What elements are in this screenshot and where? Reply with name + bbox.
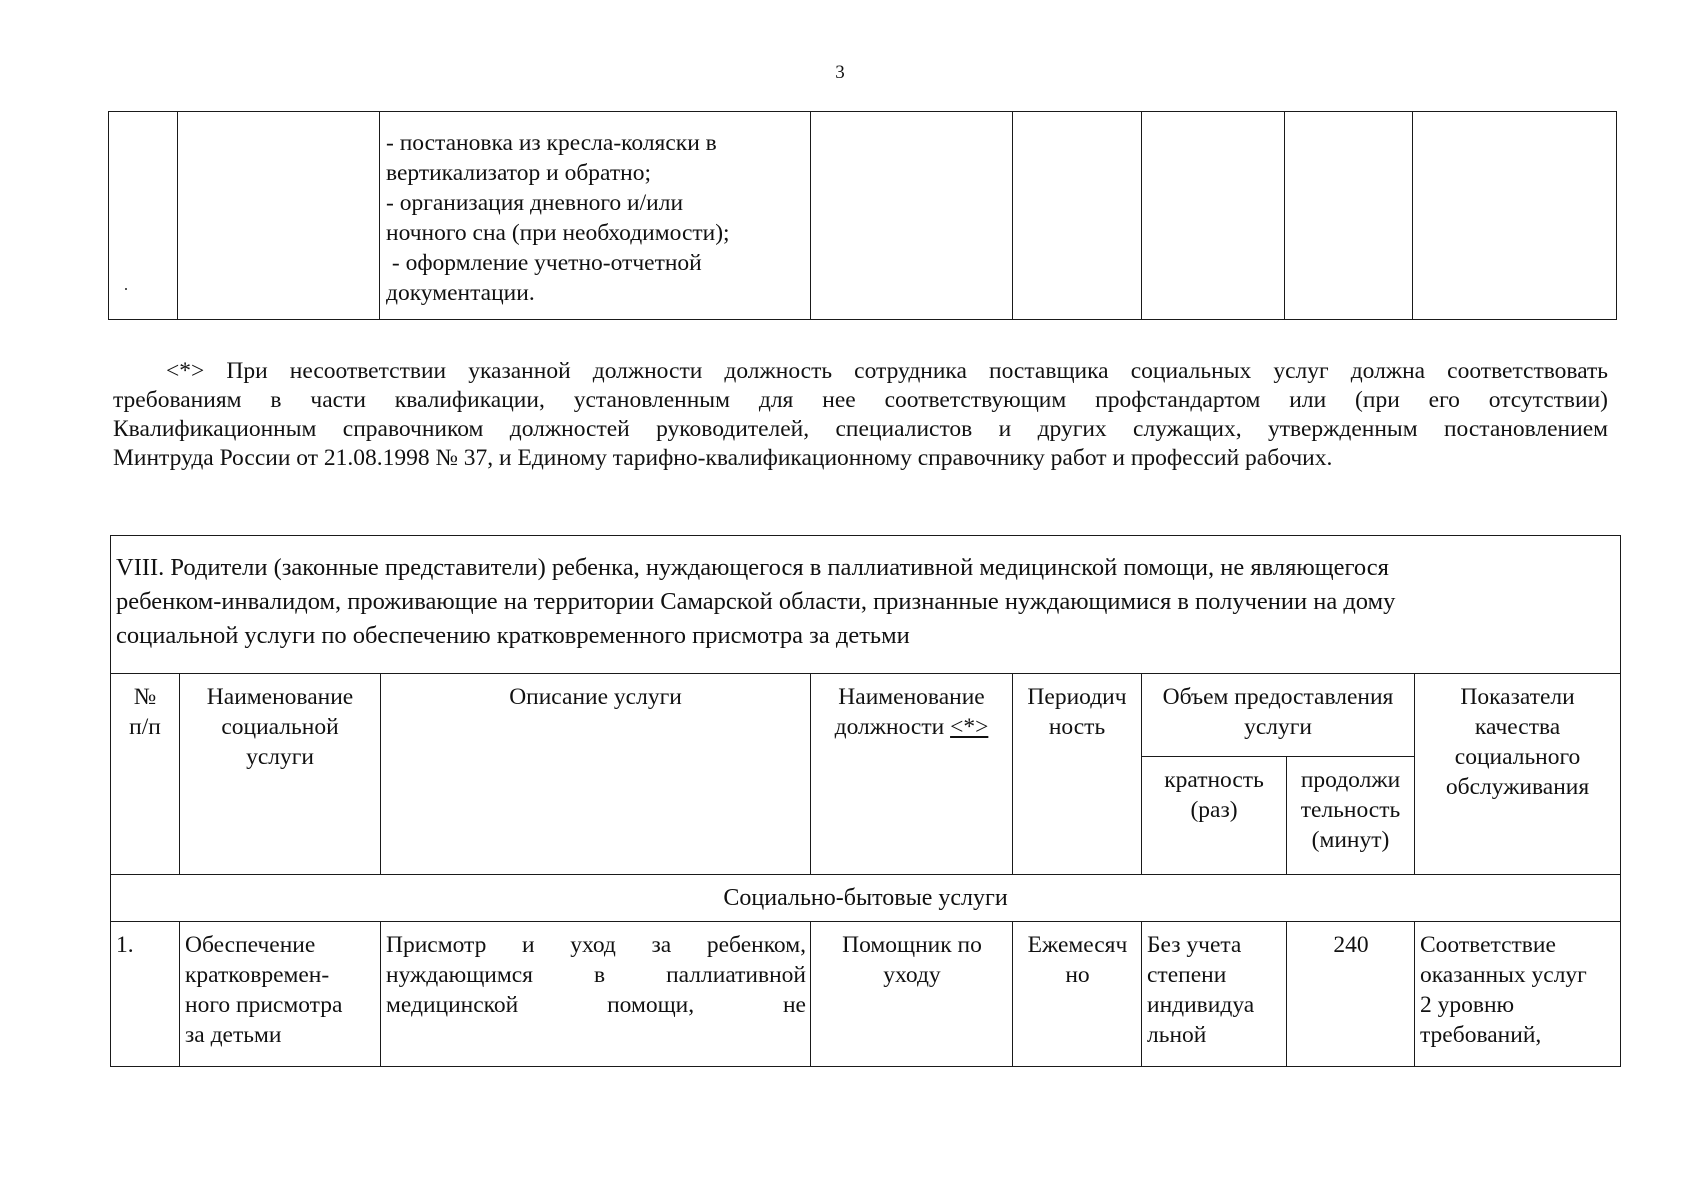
row-periodicity-line: но xyxy=(1065,962,1090,988)
header-position xyxy=(811,674,1013,875)
row-periodicity xyxy=(1013,922,1142,1067)
row-service-name xyxy=(180,922,381,1067)
cont-duration-cell xyxy=(1285,112,1413,320)
footnote-line: Минтруда России от 21.08.1998 № 37, и Единому тарифно-квалификационному справочнику работ и профессий рабочих. xyxy=(113,445,1333,471)
header-multiplicity-line: (раз) xyxy=(1190,797,1238,823)
header-multiplicity xyxy=(1142,757,1287,875)
header-volume-line: Объем предоставления xyxy=(1162,684,1394,710)
row-quality-line: 2 уровню xyxy=(1420,992,1515,1018)
row-description xyxy=(381,922,811,1067)
header-service-name xyxy=(180,674,381,875)
row-description-line: медицинской помощи, не xyxy=(386,992,806,1018)
row-service-name-line: Обеспечение xyxy=(185,932,316,958)
row-position-line: уходу xyxy=(883,962,941,988)
header-description xyxy=(381,674,811,875)
cont-num-cell xyxy=(109,112,178,320)
footnote xyxy=(113,357,1608,473)
header-duration-line: продолжи xyxy=(1300,767,1401,793)
row-duration: 240 xyxy=(1287,922,1415,1067)
header-periodicity-line: ность xyxy=(1048,714,1106,740)
row-quality-line: Соответствие xyxy=(1420,932,1556,958)
row-periodicity-line: Ежемесяч xyxy=(1027,932,1128,958)
header-volume xyxy=(1142,674,1415,757)
row-service-name-line: кратковремен- xyxy=(185,962,330,988)
footnote-line: <*> При несоответствии указанной должности должность сотрудника поставщика социальных услуг должна соответствовать xyxy=(166,358,1608,384)
footnote-link[interactable]: <*> xyxy=(950,714,989,740)
header-volume-line: услуги xyxy=(1244,714,1312,740)
row-service-name-line: за детьми xyxy=(185,1022,282,1048)
header-quality-line: социального xyxy=(1454,744,1581,770)
header-periodicity-line: Периодич xyxy=(1027,684,1127,710)
row-multiplicity xyxy=(1142,922,1287,1067)
header-duration xyxy=(1287,757,1415,875)
row-multiplicity-line: индивидуа xyxy=(1147,992,1255,1018)
section-heading-line: VIII. Родители (законные представители) ребенка, нуждающегося в паллиативной медицинской помощи, не являющегося xyxy=(116,554,1389,581)
row-quality xyxy=(1415,922,1621,1067)
continuation-table xyxy=(108,111,1617,320)
header-num xyxy=(111,674,180,875)
cont-position-cell xyxy=(811,112,1013,320)
footnote-line: Квалификационным справочником должностей руководителей, специалистов и других служащих, утвержденным постановлением xyxy=(113,416,1608,442)
description-line: - оформление учетно-отчетной xyxy=(386,250,702,276)
row-num: 1. xyxy=(111,922,180,1067)
description-line: - постановка из кресла-коляски в xyxy=(386,130,717,156)
row-description-line: нуждающимся в паллиативной xyxy=(386,962,806,988)
description-line: - организация дневного и/или xyxy=(386,190,684,216)
header-multiplicity-line: кратность xyxy=(1164,767,1264,793)
header-service-name-line: социальной xyxy=(221,714,339,740)
row-multiplicity-line: льной xyxy=(1147,1022,1207,1048)
header-quality-line: обслуживания xyxy=(1445,774,1590,800)
footnote-line: требованиям в части квалификации, установленным для нее соответствующим профстандартом или (при его отсутствии) xyxy=(113,387,1608,413)
cont-multiplicity-cell xyxy=(1142,112,1285,320)
header-num-line: п/п xyxy=(129,714,161,740)
header-quality xyxy=(1415,674,1621,875)
description-line: ночного сна (при необходимости); xyxy=(386,220,730,246)
cont-service-name-cell xyxy=(178,112,380,320)
section-heading-line: социальной услуги по обеспечению кратковременного присмотра за детьми xyxy=(116,622,910,649)
cont-quality-cell xyxy=(1413,112,1617,320)
category-heading: Социально-бытовые услуги xyxy=(111,875,1621,922)
header-num-line: № xyxy=(133,684,157,710)
header-duration-line: (минут) xyxy=(1311,827,1390,853)
header-quality-line: качества xyxy=(1474,714,1561,740)
header-quality-line: Показатели xyxy=(1460,684,1575,710)
page-number: 3 xyxy=(835,62,845,83)
cont-description-cell xyxy=(380,112,811,320)
header-position-line: Наименование xyxy=(838,684,985,710)
header-description-line: Описание услуги xyxy=(509,684,682,710)
row-description-line: Присмотр и уход за ребенком, xyxy=(386,932,806,958)
header-duration-line: тельность xyxy=(1300,797,1401,823)
row-multiplicity-line: Без учета xyxy=(1147,932,1242,958)
row-multiplicity-line: степени xyxy=(1147,962,1227,988)
scan-dot xyxy=(125,288,127,290)
section-viii-table xyxy=(110,535,1621,1067)
row-service-name-line: ного присмотра xyxy=(185,992,343,1018)
description-line: документации. xyxy=(386,280,535,306)
header-position-line xyxy=(811,712,1012,742)
header-service-name-line: услуги xyxy=(246,744,314,770)
row-quality-line: оказанных услуг xyxy=(1420,962,1587,988)
row-position xyxy=(811,922,1013,1067)
header-periodicity xyxy=(1013,674,1142,875)
header-service-name-line: Наименование xyxy=(206,684,354,710)
description-line: вертикализатор и обратно; xyxy=(386,160,651,186)
section-heading-line: ребенком-инвалидом, проживающие на территории Самарской области, признанные нуждающимися в получении на дому xyxy=(116,588,1396,615)
row-position-line: Помощник по xyxy=(842,932,982,958)
cont-periodicity-cell xyxy=(1013,112,1142,320)
row-quality-line: требований, xyxy=(1420,1022,1542,1048)
section-heading xyxy=(111,536,1621,674)
header-position-text: должности xyxy=(834,714,951,740)
